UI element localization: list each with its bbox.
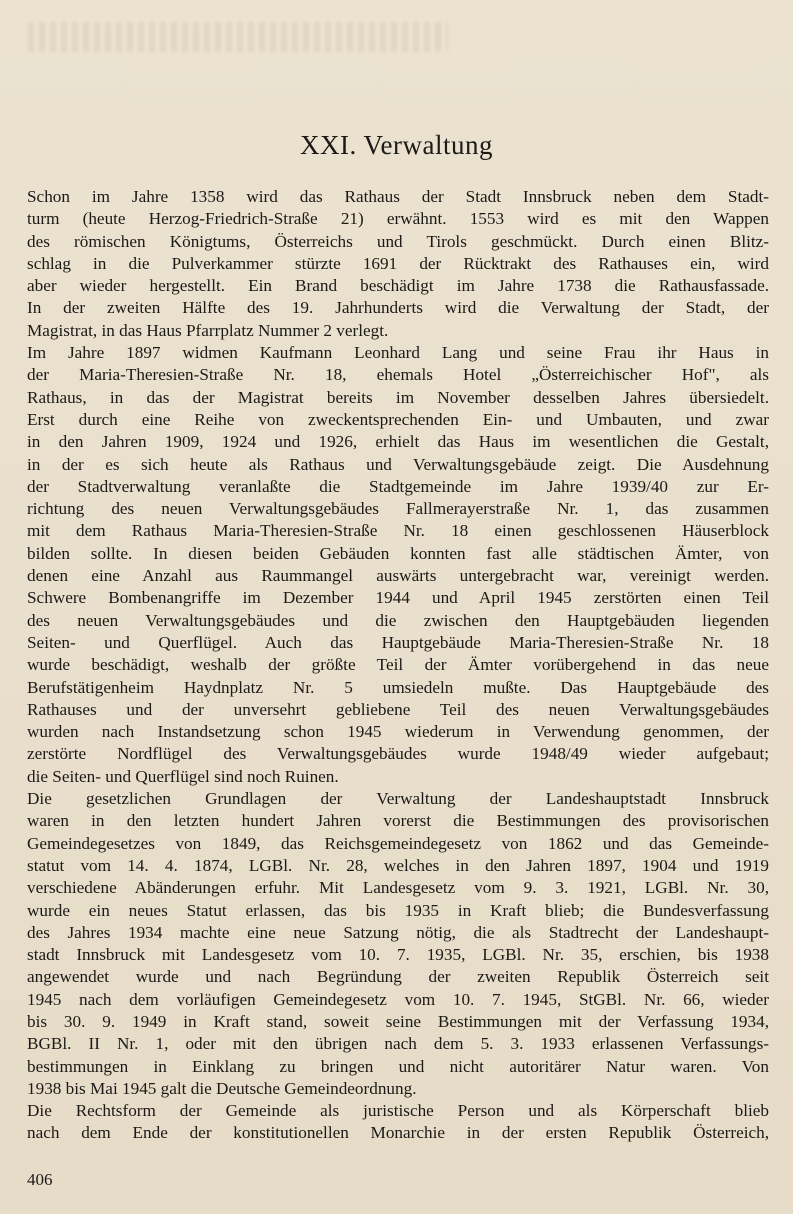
- text-line: bis 30. 9. 1949 in Kraft stand, soweit seine Bestimmungen mit der Verfassung 1934,: [27, 1011, 769, 1031]
- text-line: denen eine Anzahl aus Raummangel auswärts untergebracht war, vereinigt werden.: [27, 566, 769, 586]
- text-line: statut vom 14. 4. 1874, LGBl. Nr. 28, welches in den Jahren 1897, 1904 und 1919: [27, 855, 769, 875]
- paragraph: [27, 788, 769, 1100]
- text-line: Magistrat, in das Haus Pfarrplatz Nummer 2 verlegt.: [27, 320, 389, 340]
- text-line: der Maria-Theresien-Straße Nr. 18, ehemals Hotel „Österreichischer Hof", als: [27, 365, 769, 385]
- text-line: des römischen Königtums, Österreichs und Tirols geschmückt. Durch einen Blitz-: [27, 231, 769, 251]
- show-through-text: [28, 22, 448, 52]
- text-line: wurde ein neues Statut erlassen, das bis 1935 in Kraft blieb; die Bundesverfassung: [27, 900, 769, 920]
- text-line: verschiedene Abänderungen erfuhr. Mit Landesgesetz vom 9. 3. 1921, LGBl. Nr. 30,: [27, 878, 769, 898]
- text-line: Schon im Jahre 1358 wird das Rathaus der Stadt Innsbruck neben dem Stadt-: [27, 187, 769, 206]
- text-line: zerstörte Nordflügel des Verwaltungsgebäudes wurde 1948/49 wieder aufgebaut;: [27, 744, 769, 764]
- text-line: Erst durch eine Reihe von zweckentsprechenden Ein- und Umbauten, und zwar: [27, 409, 769, 429]
- text-line: des neuen Verwaltungsgebäudes und die zwischen den Hauptgebäuden liegenden: [27, 610, 769, 630]
- text-line: Die Rechtsform der Gemeinde als juristische Person und als Körperschaft blieb: [27, 1101, 769, 1121]
- text-line: Rathaus, in das der Magistrat bereits im November desselben Jahres übersiedelt.: [27, 387, 769, 407]
- text-line: richtung des neuen Verwaltungsgebäudes Fallmerayerstraße Nr. 1, das zusammen: [27, 499, 769, 519]
- chapter-heading: XXI. Verwaltung: [300, 130, 493, 160]
- paragraph: [27, 186, 769, 342]
- body-text: [27, 186, 769, 1145]
- text-line: mit dem Rathaus Maria-Theresien-Straße Nr. 18 einen geschlossenen Häuserblock: [27, 521, 769, 541]
- text-line: Schwere Bombenangriffe im Dezember 1944 und April 1945 zerstörten einen Teil: [27, 588, 769, 608]
- page-number: 406: [27, 1170, 53, 1189]
- text-line: wurden nach Instandsetzung schon 1945 wiederum in Verwendung genommen, der: [27, 722, 769, 742]
- text-line: der Stadtverwaltung veranlaßte die Stadtgemeinde im Jahre 1939/40 zur Er-: [27, 476, 769, 496]
- text-line: bilden sollte. In diesen beiden Gebäuden konnten fast alle städtischen Ämter, von: [27, 543, 769, 563]
- text-line: waren in den letzten hundert Jahren vorerst die Bestimmungen des provisorischen: [27, 811, 769, 831]
- text-line: in der es sich heute als Rathaus und Verwaltungsgebäude zeigt. Die Ausdehnung: [27, 454, 769, 474]
- text-line: 1938 bis Mai 1945 galt die Deutsche Gemeindeordnung.: [27, 1078, 417, 1098]
- paragraph: [27, 1100, 769, 1145]
- text-line: Gemeindegesetzes von 1849, das Reichsgemeindegesetz von 1862 und das Gemeinde-: [27, 833, 769, 853]
- text-line: bestimmungen in Einklang zu bringen und nicht autoritärer Natur waren. Von: [27, 1056, 769, 1076]
- text-line: die Seiten- und Querflügel sind noch Ruinen.: [27, 766, 339, 786]
- text-line: Die gesetzlichen Grundlagen der Verwaltung der Landeshauptstadt Innsbruck: [27, 789, 769, 809]
- text-line: schlag in die Pulverkammer stürzte 1691 der Rücktrakt des Rathauses ein, wird: [27, 253, 769, 273]
- text-line: wurde beschädigt, weshalb der größte Teil der Ämter vorübergehend in das neue: [27, 655, 769, 675]
- text-line: Seiten- und Querflügel. Auch das Hauptgebäude Maria-Theresien-Straße Nr. 18: [27, 632, 769, 652]
- text-line: nach dem Ende der konstitutionellen Monarchie in der ersten Republik Österreich,: [27, 1123, 769, 1143]
- text-line: In der zweiten Hälfte des 19. Jahrhunderts wird die Verwaltung der Stadt, der: [27, 298, 769, 318]
- text-line: stadt Innsbruck mit Landesgesetz vom 10. 7. 1935, LGBl. Nr. 35, erschien, bis 1938: [27, 945, 769, 965]
- text-line: angewendet wurde und nach Begründung der zweiten Republik Österreich seit: [27, 967, 769, 987]
- text-line: Berufstätigenheim Haydnplatz Nr. 5 umsiedeln mußte. Das Hauptgebäude des: [27, 677, 769, 697]
- text-line: des Jahres 1934 machte eine neue Satzung nötig, die als Stadtrecht der Landeshaupt-: [27, 922, 769, 942]
- text-line: 1945 nach dem vorläufigen Gemeindegesetz vom 10. 7. 1945, StGBl. Nr. 66, wieder: [27, 989, 769, 1009]
- paragraph: [27, 342, 769, 788]
- text-line: aber wieder hergestellt. Ein Brand beschädigt im Jahre 1738 die Rathausfassade.: [27, 276, 769, 296]
- text-line: Im Jahre 1897 widmen Kaufmann Leonhard Lang und seine Frau ihr Haus in: [27, 343, 769, 363]
- text-line: in den Jahren 1909, 1924 und 1926, erhielt das Haus im wesentlichen die Gestalt,: [27, 432, 769, 452]
- text-line: turm (heute Herzog-Friedrich-Straße 21) erwähnt. 1553 wird es mit den Wappen: [27, 209, 769, 229]
- text-line: Rathauses und der unversehrt gebliebene Teil des neuen Verwaltungsgebäudes: [27, 699, 769, 719]
- text-line: BGBl. II Nr. 1, oder mit den übrigen nach dem 5. 3. 1933 erlassenen Verfassungs-: [27, 1034, 769, 1054]
